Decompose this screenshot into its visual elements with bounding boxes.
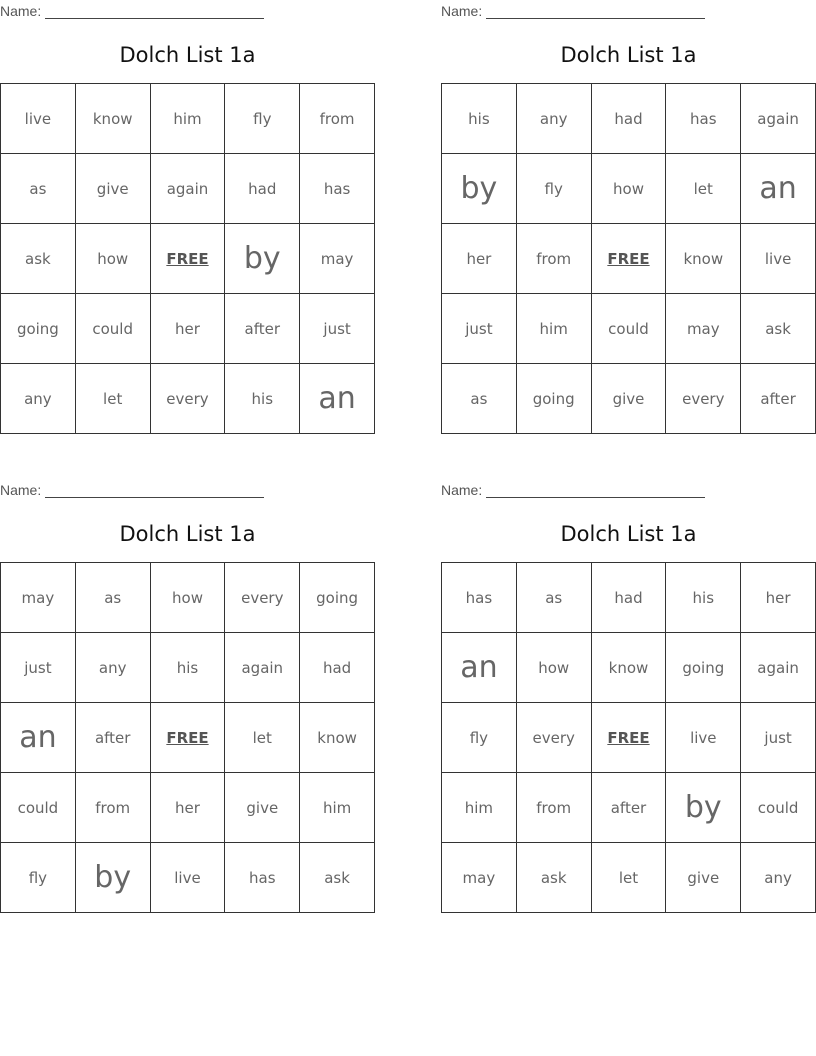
bingo-cell: fly [225,84,300,154]
bingo-cell: how [151,563,226,633]
bingo-cell: as [76,563,151,633]
bingo-cell: by [225,224,300,294]
bingo-cell: him [300,773,375,843]
bingo-cell: him [151,84,226,154]
name-field[interactable] [441,3,705,19]
bingo-cell: any [517,84,592,154]
bingo-cell: ask [300,843,375,913]
bingo-cell: from [76,773,151,843]
bingo-cell: give [225,773,300,843]
bingo-cell: let [76,364,151,434]
bingo-cell: any [1,364,76,434]
bingo-cell: know [76,84,151,154]
bingo-cell: by [76,843,151,913]
bingo-cell: any [76,633,151,703]
bingo-cell: by [666,773,741,843]
name-label: Name: [441,3,483,19]
bingo-cell: from [517,224,592,294]
free-space: FREE [592,224,667,294]
bingo-cell: could [76,294,151,364]
free-space: FREE [592,703,667,773]
bingo-cell: give [666,843,741,913]
bingo-cell: live [1,84,76,154]
name-blank-line[interactable] [486,6,705,19]
bingo-cell: may [442,843,517,913]
bingo-cell: could [592,294,667,364]
bingo-cell: live [151,843,226,913]
bingo-cell: fly [517,154,592,224]
card-title: Dolch List 1a [560,522,697,546]
bingo-cell: her [151,773,226,843]
name-label: Name: [0,3,42,19]
bingo-cell: may [300,224,375,294]
bingo-cell: him [517,294,592,364]
bingo-cell: again [151,154,226,224]
bingo-cell: as [442,364,517,434]
bingo-cell: had [300,633,375,703]
bingo-cell: any [741,843,816,913]
bingo-cell: going [517,364,592,434]
name-field[interactable] [441,482,705,498]
bingo-cell: live [741,224,816,294]
free-space: FREE [151,703,226,773]
bingo-cell: as [517,563,592,633]
bingo-cell: how [592,154,667,224]
bingo-cell: his [225,364,300,434]
bingo-cell: let [592,843,667,913]
name-blank-line[interactable] [486,485,705,498]
bingo-cell: every [225,563,300,633]
bingo-cell: after [741,364,816,434]
name-blank-line[interactable] [45,6,264,19]
bingo-cell: has [666,84,741,154]
bingo-cell: her [442,224,517,294]
bingo-cell: ask [741,294,816,364]
bingo-cell: know [300,703,375,773]
bingo-cell: going [666,633,741,703]
bingo-cell: could [741,773,816,843]
bingo-cell: just [1,633,76,703]
bingo-cell: had [592,84,667,154]
bingo-cell: an [300,364,375,434]
bingo-cell: his [666,563,741,633]
bingo-cell: ask [1,224,76,294]
name-field[interactable] [0,3,264,19]
bingo-cell: fly [442,703,517,773]
bingo-cell: every [151,364,226,434]
bingo-cell: know [666,224,741,294]
bingo-cell: has [225,843,300,913]
bingo-cell: from [300,84,375,154]
bingo-cell: from [517,773,592,843]
bingo-grid [441,562,816,913]
bingo-cell: every [517,703,592,773]
bingo-cell: an [1,703,76,773]
bingo-cell: as [1,154,76,224]
name-label: Name: [441,482,483,498]
name-label: Name: [0,482,42,498]
name-blank-line[interactable] [45,485,264,498]
bingo-cell: has [300,154,375,224]
bingo-cell: again [741,633,816,703]
bingo-cell: how [517,633,592,703]
bingo-cell: her [151,294,226,364]
card-title: Dolch List 1a [119,522,256,546]
bingo-cell: ask [517,843,592,913]
bingo-cell: let [225,703,300,773]
bingo-grid [0,83,375,434]
bingo-cell: live [666,703,741,773]
bingo-cell: going [300,563,375,633]
bingo-cell: after [592,773,667,843]
bingo-cell: has [442,563,517,633]
bingo-cell: after [225,294,300,364]
bingo-cell: had [592,563,667,633]
bingo-cell: an [741,154,816,224]
bingo-cell: an [442,633,517,703]
bingo-cell: could [1,773,76,843]
bingo-cell: give [592,364,667,434]
bingo-cell: give [76,154,151,224]
bingo-cell: may [1,563,76,633]
bingo-cell: his [442,84,517,154]
bingo-cell: may [666,294,741,364]
bingo-cell: his [151,633,226,703]
bingo-cell: by [442,154,517,224]
bingo-cell: him [442,773,517,843]
bingo-cell: just [300,294,375,364]
bingo-cell: again [225,633,300,703]
bingo-cell: had [225,154,300,224]
bingo-cell: know [592,633,667,703]
name-field[interactable] [0,482,264,498]
free-space: FREE [151,224,226,294]
card-title: Dolch List 1a [119,43,256,67]
bingo-cell: again [741,84,816,154]
bingo-grid [441,83,816,434]
bingo-cell: how [76,224,151,294]
bingo-cell: going [1,294,76,364]
bingo-cell: after [76,703,151,773]
bingo-cell: fly [1,843,76,913]
card-title: Dolch List 1a [560,43,697,67]
bingo-grid [0,562,375,913]
bingo-cell: just [442,294,517,364]
bingo-cell: just [741,703,816,773]
bingo-cell: let [666,154,741,224]
bingo-cell: her [741,563,816,633]
bingo-cell: every [666,364,741,434]
